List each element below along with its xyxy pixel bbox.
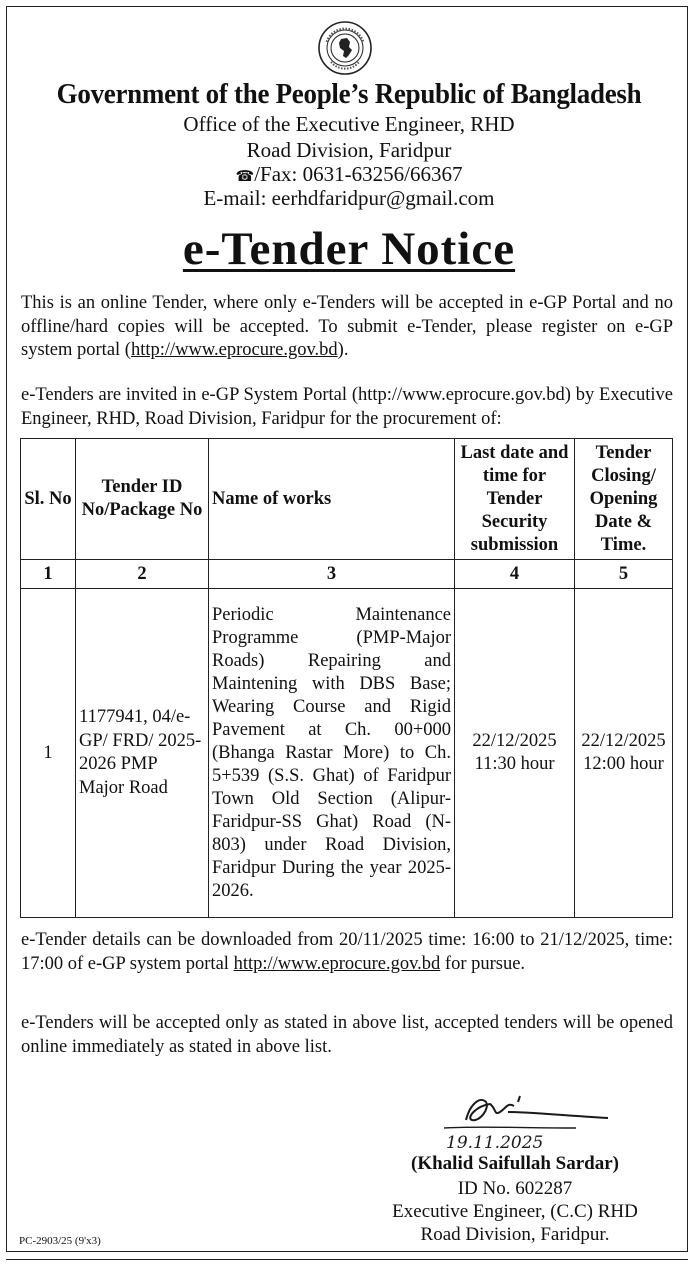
header-works: Name of works [209, 439, 455, 560]
table-row [21, 589, 673, 918]
government-heading: Government of the People’s Republic of Bangladesh [56, 78, 642, 110]
reference-number: PC-2903/25 (9'x3) [19, 1235, 101, 1247]
column-number: 1 [21, 560, 76, 589]
handwritten-signature [436, 1082, 616, 1152]
row-works: Periodic Maintenance Programme (PMP-Major Roads) Repairing and Maintening with DBS Base; Wearing Course and Rigid Pavement at Ch. 00+000 (Bhanga Rastar More) to Ch. 5+539 (S.S. Ghat) of Faridpur Town Old Section (Alipur-Faridpur-SS Ghat) Road (N-803) under Road Division, Faridpur During the year 2025-2026. [209, 589, 455, 918]
header-closing: Tender Closing/ Opening Date & Time. [575, 439, 673, 560]
column-number: 5 [575, 560, 673, 589]
government-seal-icon [317, 20, 373, 76]
row-tender-id: 1177941, 04/e-GP/ FRD/ 2025-2026 PMP Major Road [76, 589, 209, 918]
tender-table [20, 438, 673, 918]
notice-title: e-Tender Notice [182, 223, 516, 275]
closing-time: 12:00 hour [583, 754, 664, 774]
header-tender-id: Tender ID No/Package No [76, 439, 209, 560]
eprocure-link[interactable]: http://www.eprocure.gov.bd [130, 340, 338, 360]
column-number-row [21, 560, 673, 589]
phone-fax-line [0, 162, 698, 189]
signatory-id: ID No. 602287 [457, 1178, 573, 1199]
signatory-name: (Khalid Saifullah Sardar) [411, 1153, 619, 1174]
security-date: 22/12/2025 [472, 731, 557, 751]
intro-paragraph: This is an online Tender, where only e-Tenders will be accepted in e-GP Portal and no offline/hard copies will be accepted. To submit e-Tender, please register on e-GP system portal (http://www.eprocure.gov.bd). [21, 293, 673, 360]
bottom-rule [6, 1259, 688, 1260]
row-closing [575, 589, 673, 918]
column-number: 4 [455, 560, 575, 589]
invitation-paragraph: e-Tenders are invited in e-GP System Portal (http://www.eprocure.gov.bd) by Executive Engineer, RHD, Road Division, Faridpur for the procurement of: [21, 385, 673, 429]
signature-date: 19.11.2025 [446, 1133, 544, 1152]
column-number: 3 [209, 560, 455, 589]
acceptance-paragraph: e-Tenders will be accepted only as stated in above list, accepted tenders will be opened online immediately as stated in above list. [21, 1013, 673, 1057]
security-time: 11:30 hour [474, 754, 555, 774]
row-security [455, 589, 575, 918]
phone-icon: ☎ [235, 169, 255, 185]
details-paragraph: e-Tender details can be downloaded from 20/11/2025 time: 16:00 to 21/12/2025, time: 17:00 of e-GP system portal http://www.eprocure.gov.bd for pursue. [21, 930, 673, 974]
header-security: Last date and time for Tender Security submission [455, 439, 575, 560]
email-line: E-mail: eerhdfaridpur@gmail.com [203, 186, 495, 210]
table-header-row [21, 439, 673, 560]
header-sl: Sl. No [21, 439, 76, 560]
phone-fax-text: /Fax: 0631-63256/66367 [254, 162, 463, 186]
signatory-designation: Executive Engineer, (C.C) RHD [392, 1201, 638, 1222]
eprocure-link[interactable]: http://www.eprocure.gov.bd [233, 953, 441, 974]
row-sl: 1 [21, 589, 76, 918]
division-line: Road Division, Faridpur [246, 138, 452, 162]
office-line: Office of the Executive Engineer, RHD [183, 112, 515, 136]
closing-date: 22/12/2025 [581, 731, 666, 751]
signatory-division: Road Division, Faridpur. [420, 1224, 610, 1245]
column-number: 2 [76, 560, 209, 589]
